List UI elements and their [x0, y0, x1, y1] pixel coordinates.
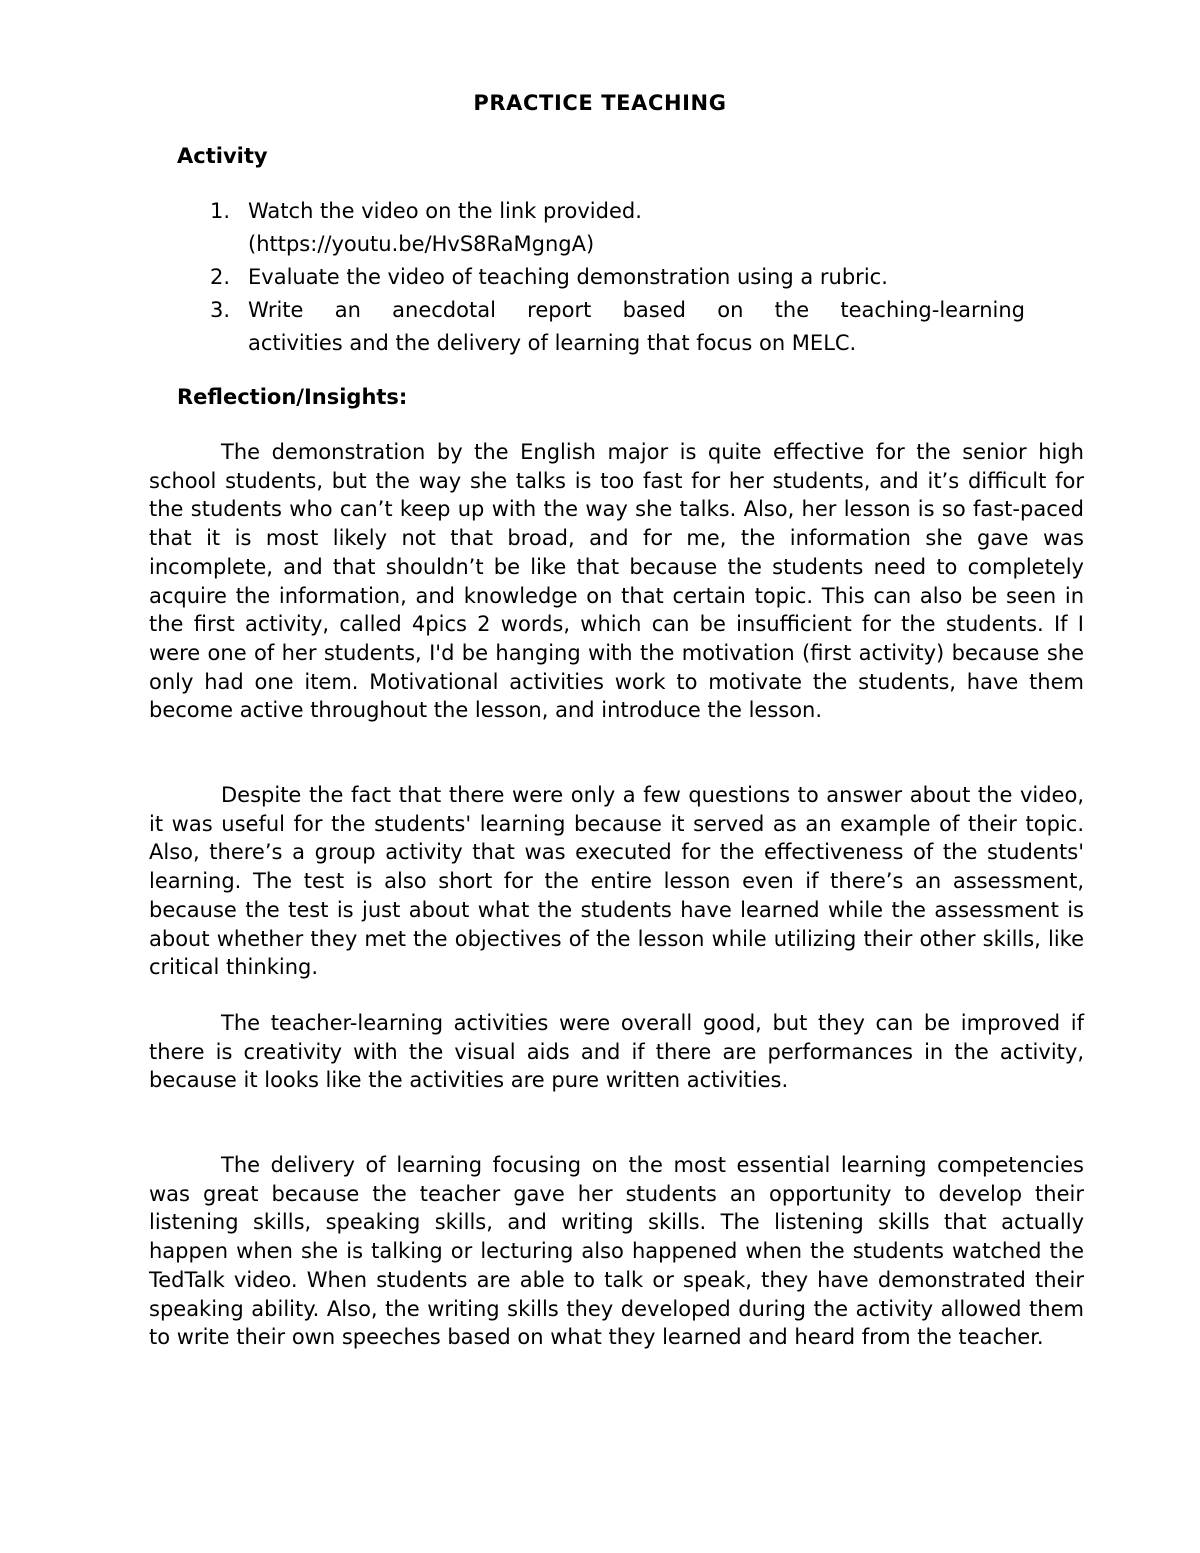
list-item-text: Write an anecdotal report based on the teaching-learning [248, 298, 1025, 322]
list-item [210, 195, 1025, 261]
reflection-paragraph-3: The teacher-learning activities were overall good, but they can be improved if there is creativity with the visual aids and if there are performances in the activity, because it looks like the activities are pure written activities. [149, 1011, 1084, 1093]
reflection-heading: Reflection/Insights: [177, 385, 408, 409]
activity-heading: Activity [177, 144, 268, 168]
list-item-text: Evaluate the video of teaching demonstration using a rubric. [248, 265, 888, 289]
list-item [210, 294, 1025, 360]
list-item-number: 1. [210, 199, 231, 223]
reflection-paragraph-1: The demonstration by the English major is quite effective for the senior high school students, but the way she talks is too fast for her students, and it’s difficult for the students who can’t keep up with the way she talks. Also, her lesson is so fast-paced that it is most likely not that broad, and for me, the information she gave was incomplete, and that shouldn’t be like that because the students need to completely acquire the information, and knowledge on that certain topic. This can also be seen in the first activity, called 4pics 2 words, which can be insufficient for the students. If I were one of her students, I'd be hanging with the motivation (first activity) because she only had one item. Motivational activities work to motivate the students, have them become active throughout the lesson, and introduce the lesson. [149, 440, 1084, 723]
page-title: PRACTICE TEACHING [473, 91, 727, 115]
list-item-link: (https://youtu.be/HvS8RaMgngA) [248, 232, 595, 256]
list-item-number: 2. [210, 265, 231, 289]
list-item-text: Watch the video on the link provided. [248, 199, 642, 223]
list-item-number: 3. [210, 298, 231, 322]
list-item-text-continued: activities and the delivery of learning that focus on MELC. [248, 331, 857, 355]
reflection-paragraph-4: The delivery of learning focusing on the most essential learning competencies was great because the teacher gave her students an opportunity to develop their listening skills, speaking skills, and writing skills. The listening skills that actually happen when she is talking or lecturing also happened when the students watched the TedTalk video. When students are able to talk or speak, they have demonstrated their speaking ability. Also, the writing skills they developed during the activity allowed them to write their own speeches based on what they learned and heard from the teacher. [149, 1153, 1084, 1350]
activity-list [210, 195, 1025, 360]
list-item [210, 261, 1025, 294]
reflection-paragraph-2: Despite the fact that there were only a few questions to answer about the video, it was useful for the students' learning because it served as an example of their topic. Also, there’s a group activity that was executed for the effectiveness of the students' learning. The test is also short for the entire lesson even if there’s an assessment, because the test is just about what the students have learned while the assessment is about whether they met the objectives of the lesson while utilizing their other skills, like critical thinking. [149, 783, 1084, 980]
